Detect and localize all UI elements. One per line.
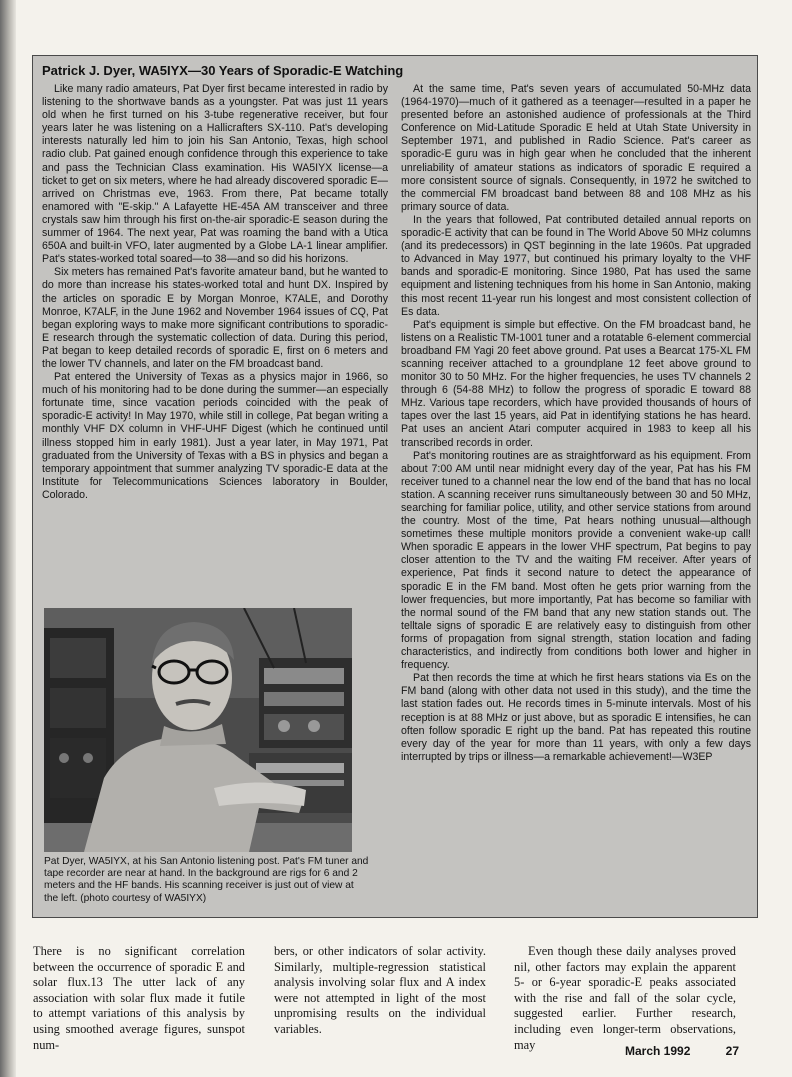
sidebar-title: Patrick J. Dyer, WA5IYX—30 Years of Sporadic-E Watching <box>42 63 404 78</box>
article-column-2 <box>274 944 486 1038</box>
portrait-photo <box>44 608 352 852</box>
sidebar-paragraph: Six meters has remained Pat's favorite amateur band, but he wanted to do more than increase his states-worked total and hunt DX. Inspired by the articles on sporadic E by Morgan Monroe, K7ALE, and Dorothy Monroe, K7ALF, in the June 1962 and November 1964 issues of CQ, Pat began exploring ways to make more significant contributions to sporadic-E research through the systematic collection of data. During this period, Pat began to keep detailed records of sporadic E, first on 6 meters and the lower TV channels, and later on the FM broadcast band. <box>42 266 388 370</box>
sidebar-paragraph: At the same time, Pat's seven years of accumulated 50-MHz data (1964-1970)—much of it gathered as a teenager—resulted in a paper he presented before an astonished audience of professionals at the Third Conference on Mid-Latitude Sporadic E held at Utah State University in September 1971, and published in Radio Science. Pat's career as sporadic-E guru was in high gear when he concluded that the inherent unreliability of amateur stations as indicators of sporadic E required a more consistent source of signals. Consequently, in 1972 he switched to the commercial FM broadcast band between 88 and 108 MHz as his primary source of data. <box>401 83 751 213</box>
sidebar-paragraph: In the years that followed, Pat contributed detailed annual reports on sporadic-E activity that can be found in The World Above 50 MHz columns (and its predecessors) in QST beginning in the late 1960s. Pat upgraded to Advanced in May 1977, but continued his primary loyalty to the VHF bands and sporadic-E monitoring. Since 1980, Pat has used the same equipment and listening techniques from his home in San Antonio, making this most recent 11-year run his longest and most consistent collection of Es data. <box>401 213 751 318</box>
sidebar-paragraph: Pat's monitoring routines are as straightforward as his equipment. From about 7:00 AM until near midnight every day of the year, Pat has his FM receiver tuned to a channel near the low end of the band that has no local station. A scanning receiver runs simultaneously between 30 and 50 MHz, searching for familiar police, utility, and other service stations from around the country. Most of the time, Pat hears nothing unusual—although sometimes these multiple monitors provide a convenient wake-up call! When sporadic E appears in the lower VHF spectrum, Pat begins to pay closer attention to the TV and the waiting FM receiver. After years of experience, Pat finds it second nature to detect the appearance of sporadic E in the FM band. Most often he gets prior warning from the lower frequencies, but more importantly, Pat has become so familiar with the normal sound of the FM band that any new station stands out. The telltale signs of sporadic E are relatively easy to distinguish from other forms of propagation from signal strength, station location and fading characteristics, and indirectly from conditions both lower and higher in frequency. <box>401 449 751 672</box>
photo-illustration <box>44 608 352 852</box>
page-number: 27 <box>725 1044 739 1058</box>
sidebar-right-column <box>401 83 751 764</box>
article-column-1 <box>33 944 245 1053</box>
article-column-3 <box>514 944 736 1053</box>
photo-caption-text: Pat Dyer, WA5IYX, at his San Antonio listening post. Pat's FM tuner and tape recorder are near at hand. In the background are rigs for 6 and 2 meters and the HF bands. His scanning receiver is just out of view at the left. (photo courtesy of WA5IYX) <box>44 856 369 904</box>
photo-caption <box>44 856 369 905</box>
page-spine-shadow <box>0 0 16 1077</box>
sidebar-left-column <box>42 83 388 502</box>
sidebar-paragraph: Pat's equipment is simple but effective. On the FM broadcast band, he listens on a Realistic TM-1001 tuner and a rotatable 6-element commercial broadband FM Yagi 20 feet above ground. Pat uses a Bearcat 175-XL FM scanning receiver attached to a groundplane 12 feet above ground to monitor 30 to 50 MHz. For the higher frequencies, he uses TV channels 2 through 6 (54-88 MHz) to follow the progress of sporadic E toward 88 MHz. Various tape recorders, which have provided thousands of hours of tapes over the last 15 years, aid Pat in identifying stations he has heard. Pat uses an ancient Atari computer acquired in 1983 to keep all his transcribed records in order. <box>401 318 751 449</box>
sidebar-paragraph: Pat then records the time at which he first hears stations via Es on the FM band (along with other data not used in this study), and the time the last station fades out. He records times in 5-minute intervals. Most of his reception is at 88 MHz or just above, but as sporadic E intensifies, he can often follow sporadic E right up the band. Pat has repeated this routine every day of the year for more than 11 years, with only a few days interrupted by trips or illness—a remarkable achievement!—W3EP <box>401 672 751 763</box>
sidebar-paragraph: Like many radio amateurs, Pat Dyer first became interested in radio by listening to the shortwave bands as a youngster. Pat was just 11 years old when he first turned on his 3-tube regenerative receiver, but four years later he was listening on a Hallicrafters SX-110. Pat's developing interests naturally led him to join his San Antonio, Texas, high school radio club. Pat gained enough confidence through this experience to take and pass the Technician Class examination. His WA5IYX license—a ticket to get on six meters, where he had already discovered sporadic E—arrived on Christmas eve, 1963. From there, Pat became totally enamored with "E-skip." A Lafayette HE-45A AM transceiver and three crystals saw him through his first on-the-air sporadic-E season during the summer of 1964. The next year, Pat was roaming the band with a Utica 650A and built-in VFO, later augmented by a Globe LA-1 linear amplifier. Pat's states-worked total soared—to 38—and so did his horizons. <box>42 83 388 266</box>
article-text: Even though these daily analyses proved nil, other factors may explain the apparent 5- or 6-year sporadic-E peaks associated with the rise and fall of the solar cycle, suggested earlier. Further research, including even longer-term observations, may <box>514 944 736 1052</box>
sidebar-paragraph: Pat entered the University of Texas as a physics major in 1966, so much of his monitoring had to be done during the summer—an especially fortunate time, since vacation periods coincided with the peak of sporadic-E activity! In May 1970, while still in college, Pat began writing a monthly VHF DX column in VHF-UHF Digest (which he continued until illness stopped him in early 1981). Just a year later, in May 1971, Pat graduated from the University of Texas with a BS in physics and began a temporary appointment that summer analyzing TV sporadic-E data at the Institute for Telecommunications Sciences laboratory in Boulder, Colorado. <box>42 371 388 501</box>
article-text: bers, or other indicators of solar activity. Similarly, multiple-regression statistical analysis involving solar flux and A index were not attempted in light of the most unpromising results on the individual variables. <box>274 944 486 1036</box>
profile-sidebar-box <box>32 55 758 918</box>
article-text: There is no significant correlation between the occurrence of sporadic E and solar flux.13 The utter lack of any association with solar flux made it futile to attempt variations of this analysis by using smoothed average figures, sunspot num- <box>33 944 245 1052</box>
issue-date: March 1992 <box>625 1044 691 1058</box>
